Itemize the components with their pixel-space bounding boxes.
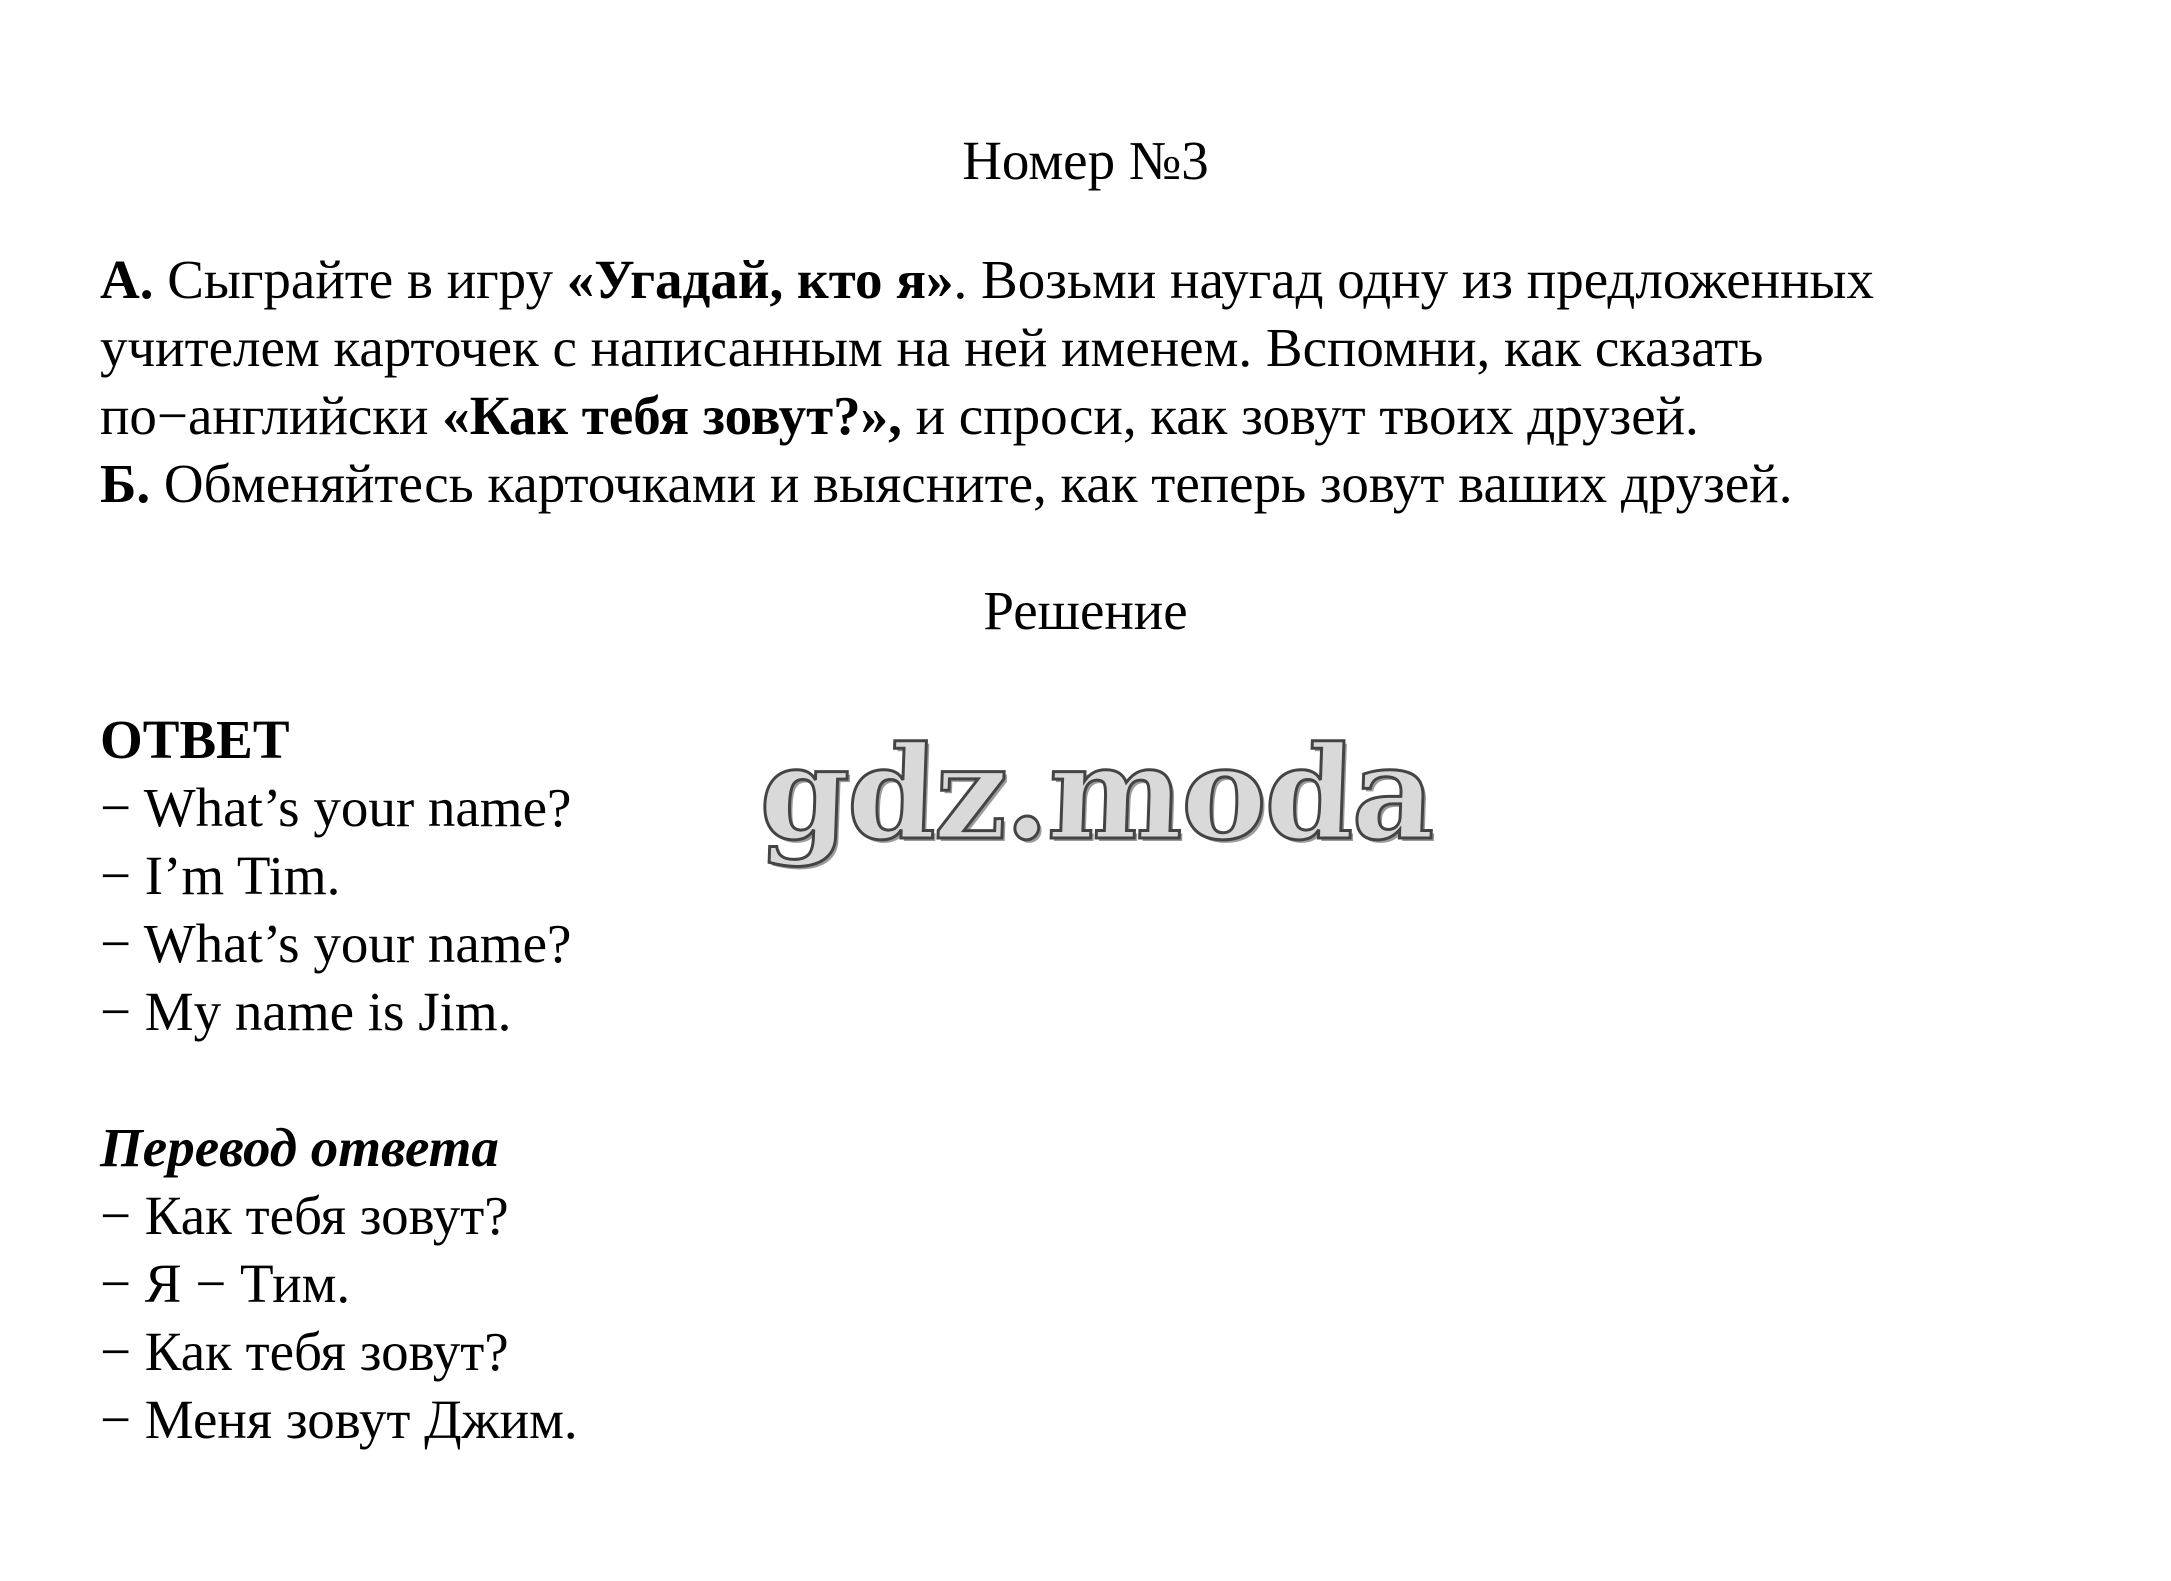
translation-block — [100, 1114, 578, 1454]
task-line-3-text-1: по−английски — [100, 385, 443, 446]
answer-heading: ОТВЕТ — [100, 709, 290, 770]
watermark-logo: gdz.moda — [757, 719, 1437, 869]
solution-title: Решение — [983, 580, 1188, 641]
translation-line: − Как тебя зовут? — [100, 1185, 509, 1246]
task-text — [100, 246, 2100, 518]
translation-line: − Меня зовут Джим. — [100, 1389, 578, 1450]
task-line-2: учителем карточек с написанным на ней именем. Вспомни, как сказать — [100, 317, 1764, 378]
task-label-a: А. — [100, 249, 154, 310]
task-line-3-text-2: и спроси, как зовут твоих друзей. — [901, 385, 1699, 446]
task-line-1 — [100, 246, 2100, 314]
answer-line: − What’s your name? — [100, 777, 572, 838]
page-title: Номер №3 — [962, 130, 1209, 191]
task-label-b: Б. — [100, 453, 151, 514]
translation-heading: Перевод ответа — [100, 1117, 499, 1178]
task-line-3 — [100, 382, 2100, 450]
task-line-4 — [100, 450, 2100, 518]
task-line-1-text-1: Сыграйте в игру — [153, 249, 567, 310]
task-question-phrase: «Как тебя зовут?», — [442, 385, 902, 446]
task-line-1-text-2: . Возьми наугад одну из предложенных — [953, 249, 1874, 310]
translation-line: − Я − Тим. — [100, 1253, 351, 1314]
answer-line: − My name is Jim. — [100, 981, 512, 1042]
task-line-4-text: Обменяйтесь карточками и выясните, как теперь зовут ваших друзей. — [150, 453, 1793, 514]
answer-block — [100, 706, 571, 1046]
answer-line: − What’s your name? — [100, 913, 572, 974]
translation-line: − Как тебя зовут? — [100, 1321, 509, 1382]
answer-line: − I’m Tim. — [100, 845, 341, 906]
task-game-name: «Угадай, кто я» — [566, 249, 954, 310]
